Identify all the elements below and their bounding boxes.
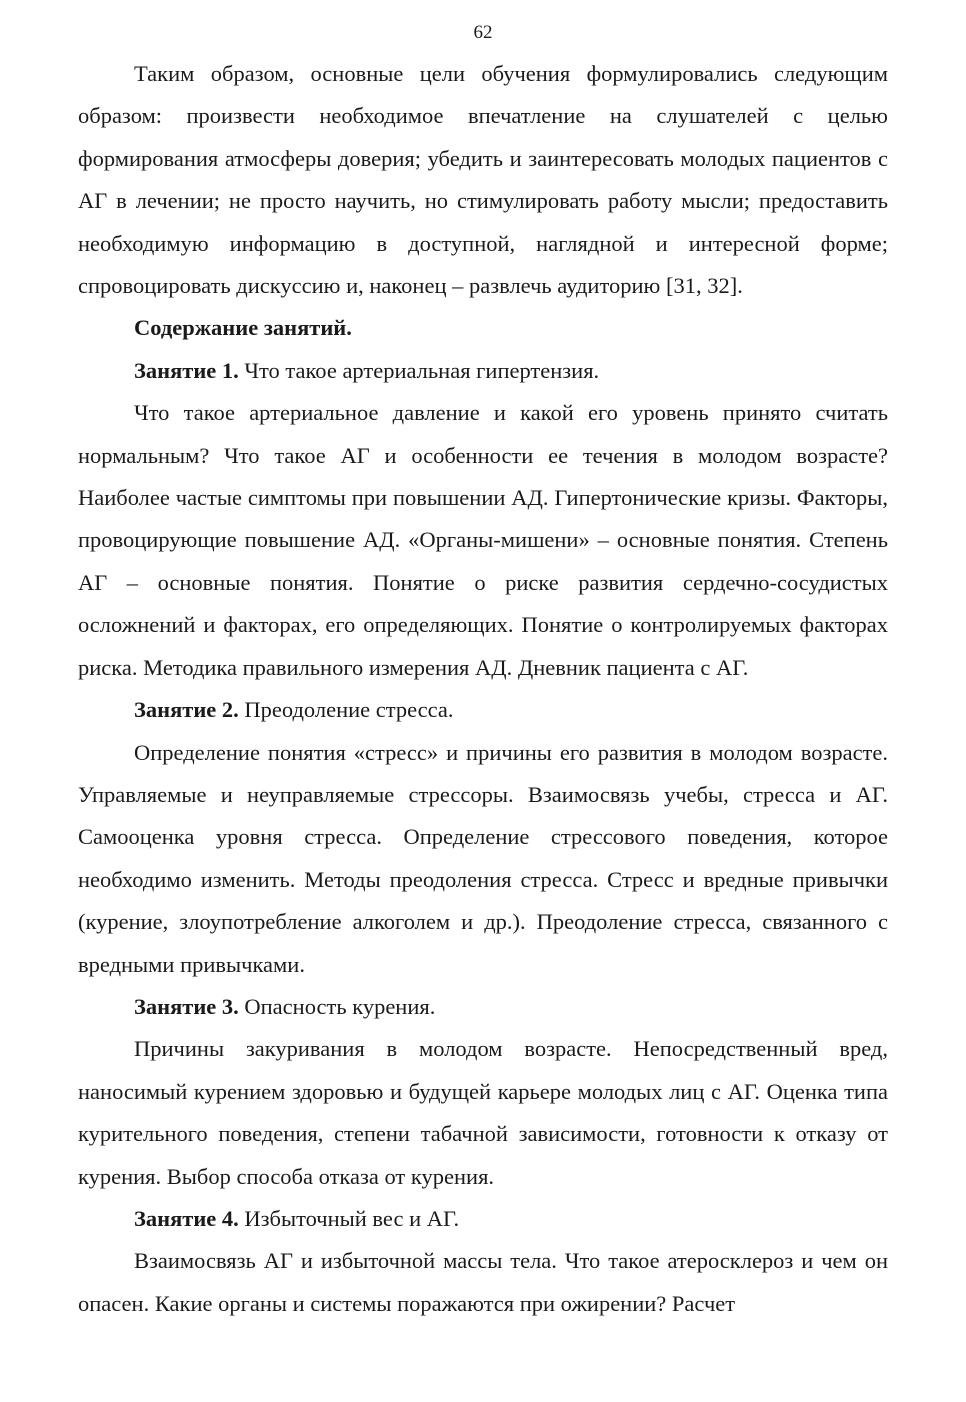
- lesson-3-body: Причины закуривания в молодом возрасте. Непосредственный вред, наносимый курением здоровью и будущей карьере молодых лиц с АГ. Оценка типа курительного поведения, степени табачной зависимости, готовности к отказу от курения. Выбор способа отказа от курения.: [78, 1036, 888, 1189]
- section-heading: Содержание занятий.: [134, 315, 352, 341]
- lesson-2-name: Преодоление стресса.: [238, 697, 454, 723]
- intro-paragraph: Таким образом, основные цели обучения формулировались следующим образом: произвести необходимое впечатление на слушателей с целью формирования атмосферы доверия; убедить и заинтересовать молодых пациентов с АГ в лечении; не просто научить, но стимулировать работу мысли; предоставить необходимую информацию в доступной, наглядной и интересной форме; спровоцировать дискуссию и, наконец – развлечь аудиторию [31, 32].: [78, 61, 888, 299]
- lesson-4-body: Взаимосвязь АГ и избыточной массы тела. Что такое атеросклероз и чем он опасен. Какие органы и системы поражаются при ожирении? Расчет: [78, 1248, 888, 1316]
- lesson-2-label: Занятие 2.: [134, 697, 239, 723]
- page-number: 62: [473, 22, 493, 43]
- lesson-1-title: [78, 350, 888, 392]
- lesson-4-title: [78, 1198, 888, 1240]
- document-body: [78, 53, 888, 1325]
- lesson-4-name: Избыточный вес и АГ.: [238, 1205, 460, 1231]
- lesson-2-title: [78, 689, 888, 731]
- lesson-3-label: Занятие 3.: [134, 993, 239, 1019]
- lesson-1-body: Что такое артериальное давление и какой его уровень принято считать нормальным? Что такое АГ и особенности ее течения в молодом возрасте? Наиболее частые симптомы при повышении АД. Гипертонические кризы. Факторы, провоцирующие повышение АД. «Органы-мишени» – основные понятия. Степень АГ – основные понятия. Понятие о риске развития сердечно-сосудистых осложнений и факторах, его определяющих. Понятие о контролируемых факторах риска. Методика правильного измерения АД. Дневник пациента с АГ.: [78, 400, 888, 680]
- lesson-3-name: Опасность курения.: [238, 993, 436, 1019]
- lesson-1-label: Занятие 1.: [134, 357, 239, 383]
- lesson-1-name: Что такое артериальная гипертензия.: [238, 357, 600, 383]
- lesson-2-body: Определение понятия «стресс» и причины его развития в молодом возрасте. Управляемые и неуправляемые стрессоры. Взаимосвязь учебы, стресса и АГ. Самооценка уровня стресса. Определение стрессового поведения, которое необходимо изменить. Методы преодоления стресса. Стресс и вредные привычки (курение, злоупотребление алкоголем и др.). Преодоление стресса, связанного с вредными привычками.: [78, 739, 888, 977]
- lesson-4-label: Занятие 4.: [134, 1205, 239, 1231]
- lesson-3-title: [78, 986, 888, 1028]
